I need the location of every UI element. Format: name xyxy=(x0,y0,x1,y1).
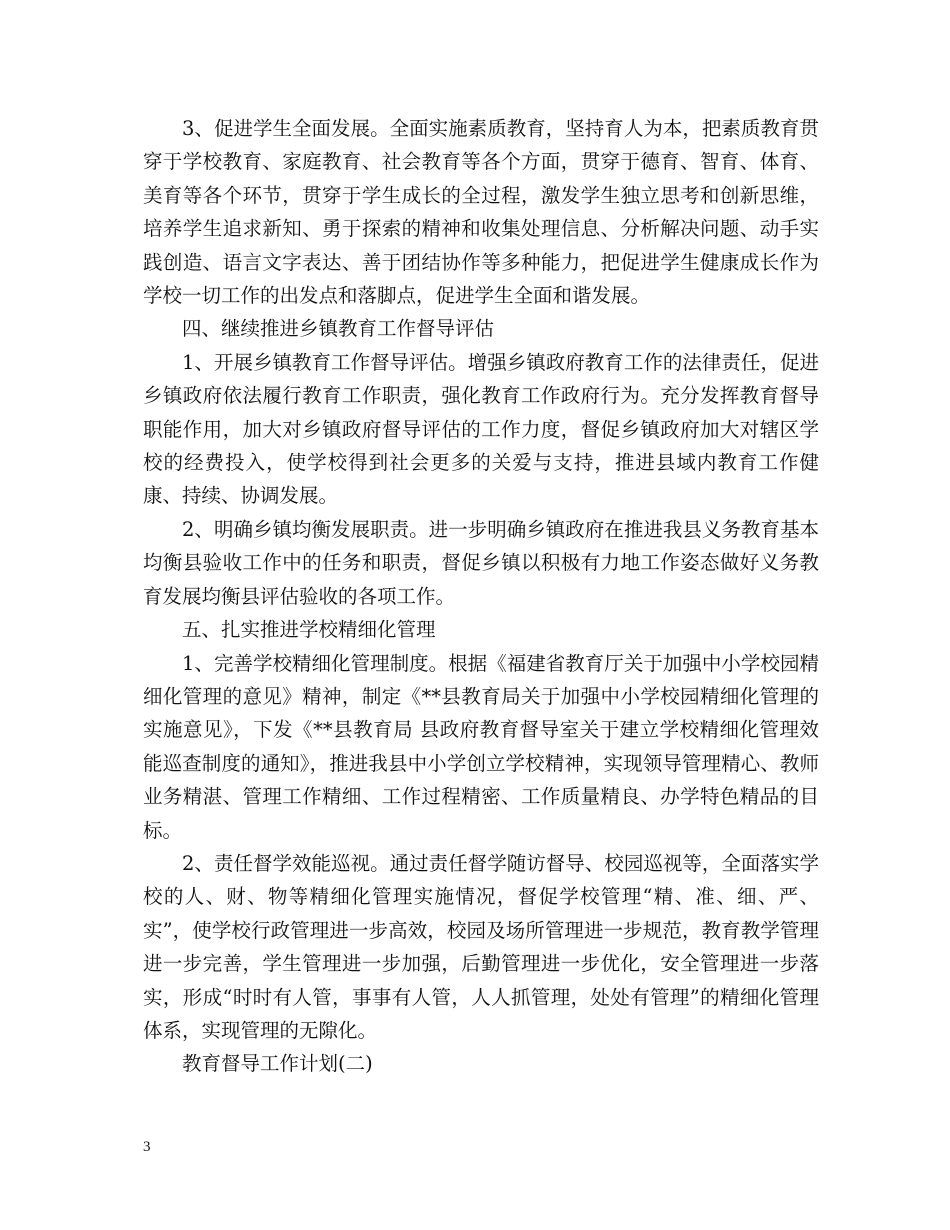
paragraph-refined-management-system: 1、完善学校精细化管理制度。根据《福建省教育厅关于加强中小学校园精细化管理的意见》精神，制定《**县教育局关于加强中小学校园精细化管理的实施意见》，下发《**县教育局 县政府教育督导室关于建立学校精细化管理效能巡查制度的通知》，推进我县中小学创立学校精神，实现领导管理精心、教师业务精湛、管理工作精细、工作过程精密、工作质量精良、办学特色精品的目标。 xyxy=(143,651,819,842)
section-heading-four: 四、继续推进乡镇教育工作督导评估 xyxy=(182,317,495,341)
paragraph-supervisor-inspection: 2、责任督学效能巡视。通过责任督学随访督导、校园巡视等，全面落实学校的人、财、物等精细化管理实施情况，督促学校管理“精、准、细、严、实”，使学校行政管理进一步高效，校园及场所管理进一步规范，教育教学管理进一步完善，学生管理进一步加强，后勤管理进一步优化，安全管理进一步落实，形成“时时有人管，事事有人管，人人抓管理，处处有管理”的精细化管理体系，实现管理的无隙化。 xyxy=(143,851,819,1042)
page-number: 3 xyxy=(143,1139,151,1155)
paragraph-township-supervision-evaluation: 1、开展乡镇教育工作督导评估。增强乡镇政府教育工作的法律责任，促进乡镇政府依法履行教育工作职责，强化教育工作政府行为。充分发挥教育督导职能作用，加大对乡镇政府督导评估的工作力度，督促乡镇政府加大对辖区学校的经费投入，使学校得到社会更多的关爱与支持，推进县域内教育工作健康、持续、协调发展。 xyxy=(143,350,819,508)
paragraph-township-balanced-development: 2、明确乡镇均衡发展职责。进一步明确乡镇政府在推进我县义务教育基本均衡县验收工作中的任务和职责，督促乡镇以积极有力地工作姿态做好义务教育发展均衡县评估验收的各项工作。 xyxy=(143,517,819,608)
paragraph-promote-student-development: 3、促进学生全面发展。全面实施素质教育，坚持育人为本，把素质教育贯穿于学校教育、家庭教育、社会教育等各个方面，贯穿于德育、智育、体育、美育等各个环节，贯穿于学生成长的全过程，激发学生独立思考和创新思维，培养学生追求新知、勇于探索的精神和收集处理信息、分析解决问题、动手实践创造、语言文字表达、善于团结协作等多种能力，把促进学生健康成长作为学校一切工作的出发点和落脚点，促进学生全面和谐发展。 xyxy=(143,117,819,308)
section-heading-five: 五、扎实推进学校精细化管理 xyxy=(182,618,436,642)
document-section-title: 教育督导工作计划(二) xyxy=(182,1052,373,1076)
document-body xyxy=(143,112,819,1081)
